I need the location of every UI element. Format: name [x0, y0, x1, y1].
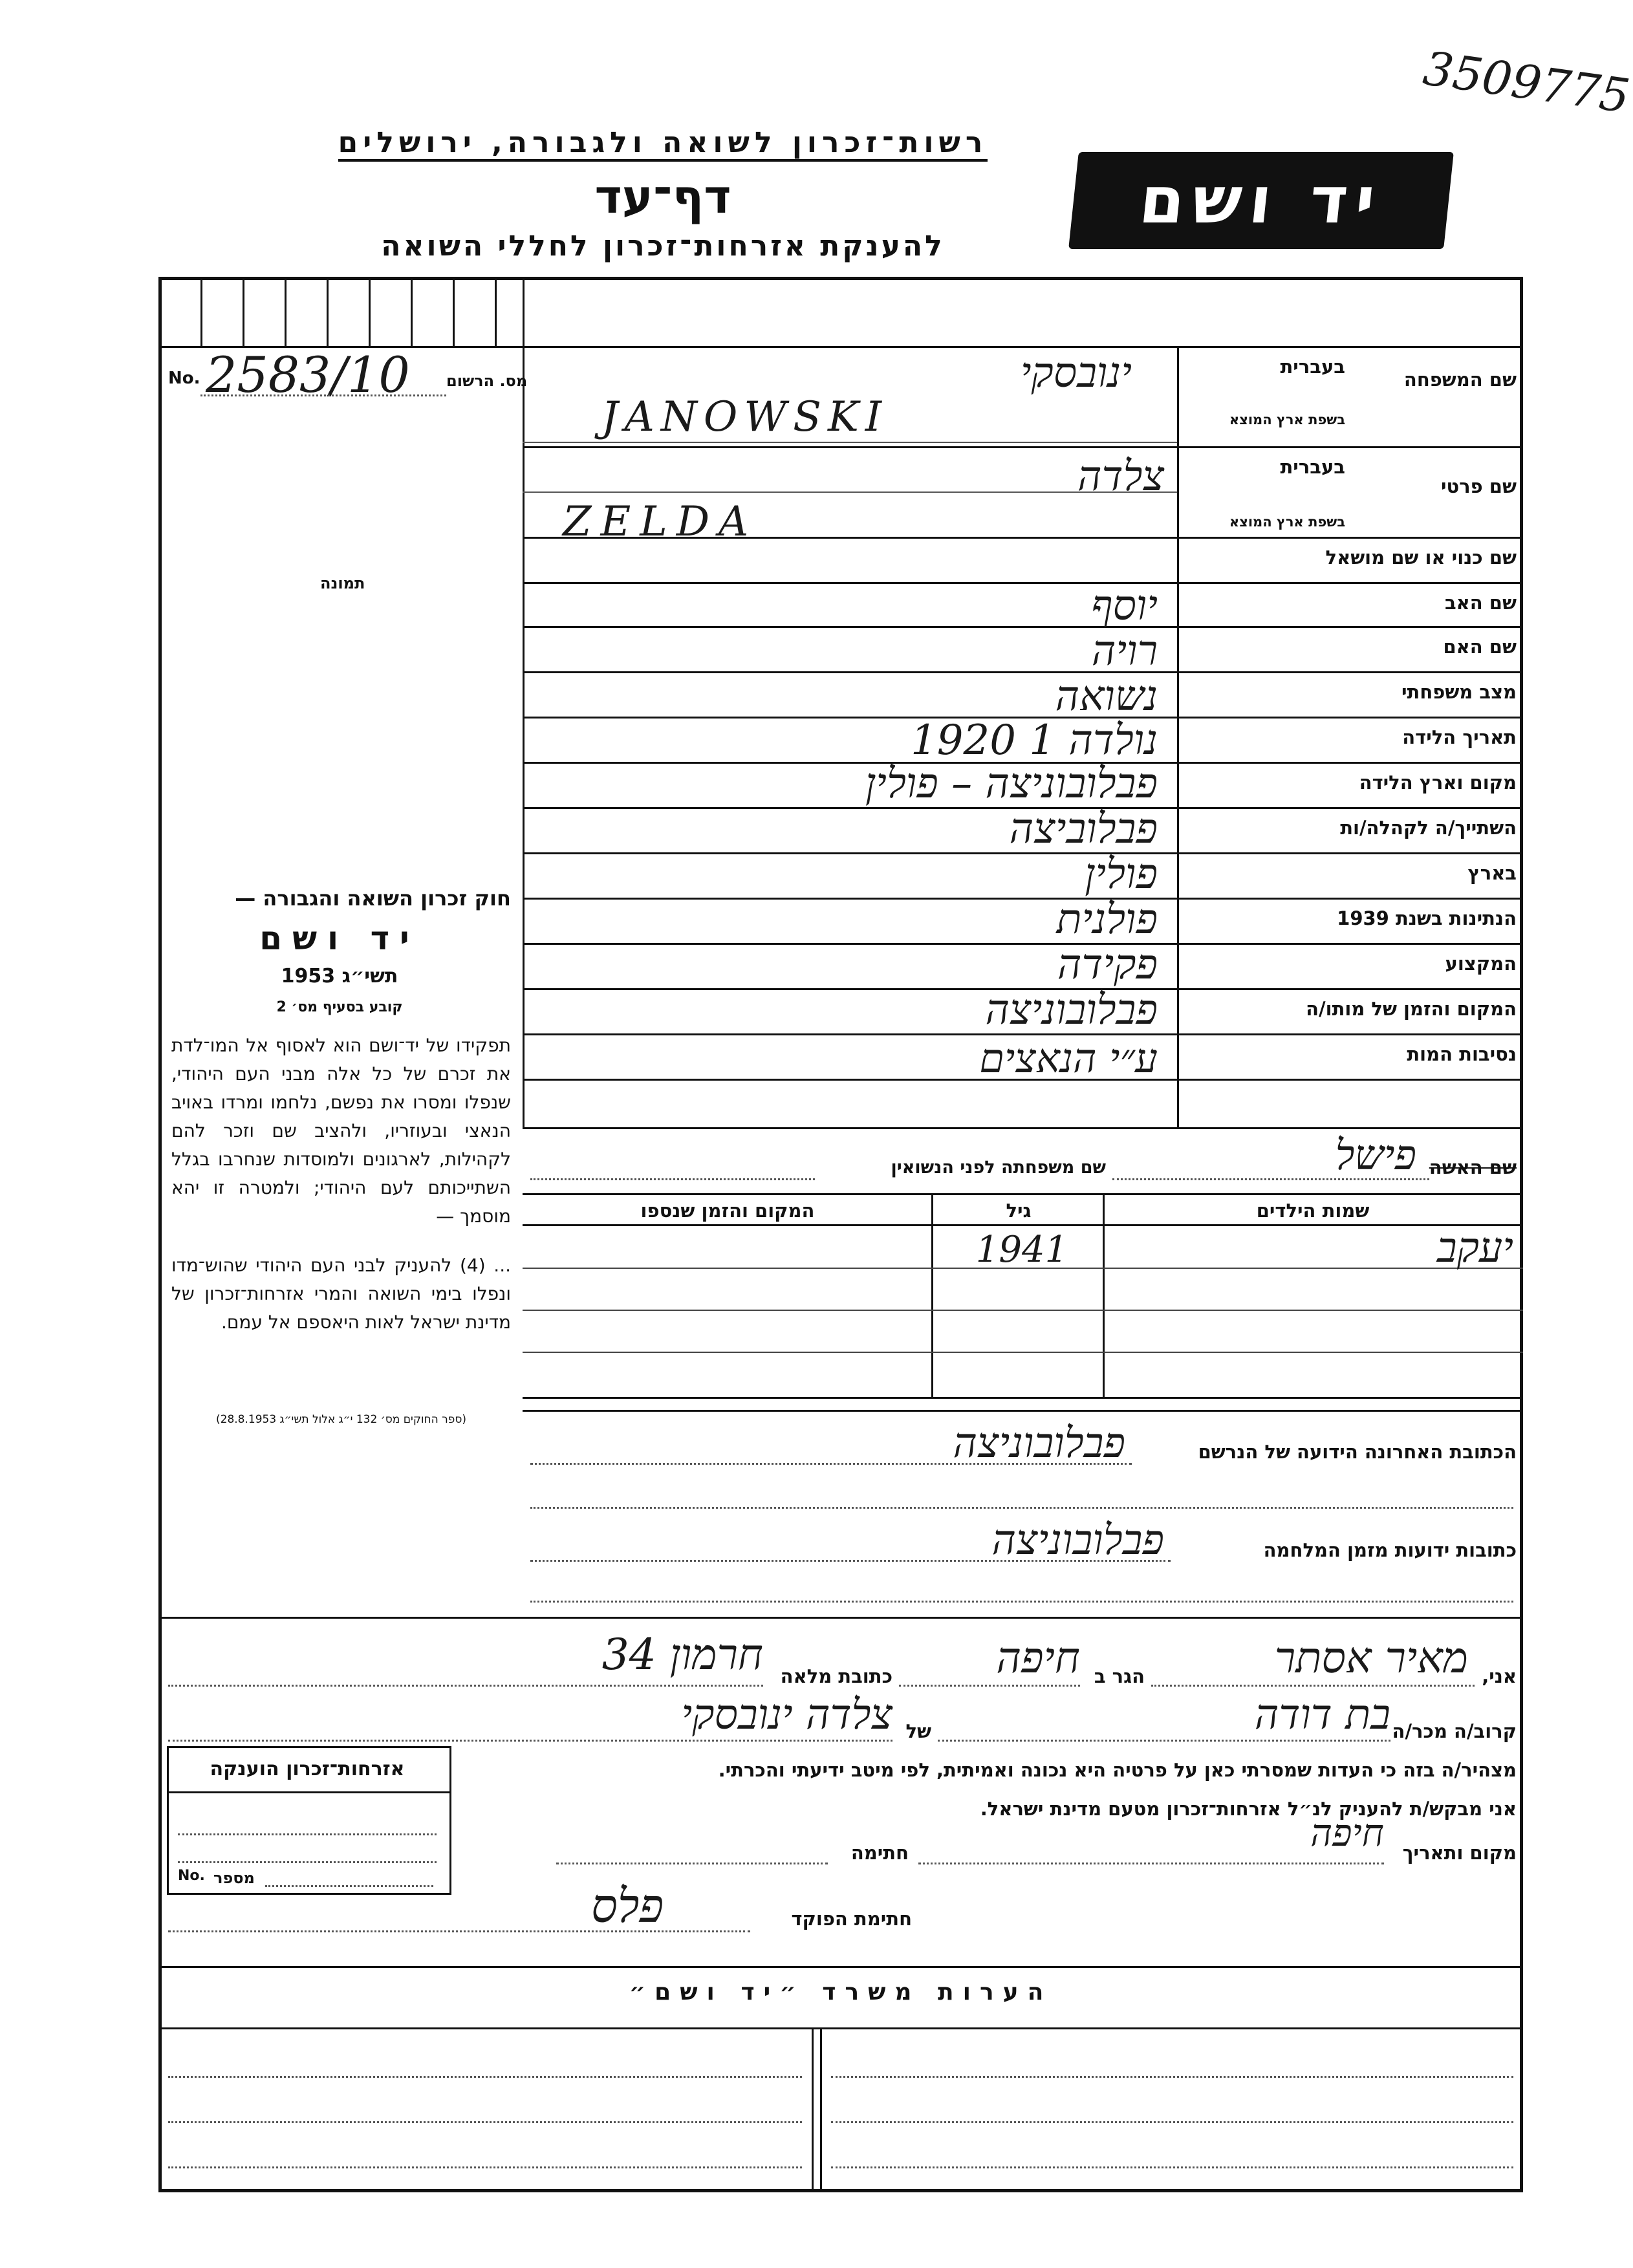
notes-divider	[812, 2027, 814, 2192]
notes-line	[168, 2166, 802, 2168]
notes-line	[168, 2076, 802, 2078]
citizenship-box-number-dotted	[265, 1885, 433, 1887]
notes-line	[168, 2121, 802, 2123]
citizenship-value: פולנית	[1056, 896, 1158, 944]
stripe-cell	[243, 277, 244, 346]
last-address-dotted	[530, 1463, 1132, 1465]
citizenship-box-line	[167, 1791, 451, 1793]
death-circ-label: נסיבות המות	[1407, 1043, 1517, 1065]
notes-header-line	[158, 2027, 1523, 2029]
officer-dotted	[168, 1930, 750, 1932]
children-row-line	[523, 1310, 1523, 1311]
children-col-divider	[931, 1193, 933, 1397]
citizenship-box-dotted	[178, 1833, 437, 1835]
mother-label: שם האם	[1443, 636, 1517, 658]
death-place-value: פבלובוניצה	[985, 986, 1158, 1034]
authority-line: רשות־זכרון לשואה ולגבורה, ירושלים	[285, 126, 1041, 159]
community-value: פבלוביצה	[1009, 805, 1158, 853]
nickname-label: שם כנוי או שם מושאל	[1325, 546, 1517, 568]
profession-value: פקידה	[1057, 941, 1158, 989]
stripe-cell	[369, 277, 371, 346]
declarant-i-label: אני,	[1482, 1665, 1517, 1687]
last-address-label: הכתובת האחרונה הידועה של הנרשם	[1198, 1441, 1517, 1463]
stripe-cell	[495, 277, 497, 346]
stripe-cell	[327, 277, 329, 346]
request-text: אני מבקש/ת להעניק לנ״ל אזרחות־זכרון מטעם מדינת ישראל.	[980, 1798, 1517, 1820]
signature-dotted	[556, 1863, 828, 1864]
birth-date-label: תאריך הלידה	[1402, 726, 1517, 748]
relation-label: קרוב/ה מכר/ה	[1392, 1720, 1517, 1742]
address-top-line	[523, 1410, 1523, 1412]
family-name-hebrew: ינובסקי	[1020, 349, 1132, 397]
notes-top-line	[158, 1966, 1523, 1968]
notes-line	[831, 2076, 1513, 2078]
war-address-label: כתובות ידועות מזמן המלחמה	[1263, 1539, 1517, 1561]
form-title: דף־עד	[594, 169, 731, 224]
officer-signature: פלס	[590, 1879, 664, 1933]
declarant-name-dotted	[1151, 1685, 1475, 1687]
stripe-cell	[285, 277, 287, 346]
children-place-header: המקום והזמן שנספו	[640, 1200, 815, 1222]
law-text-2: ... (4) להעניק לבני העם היהודי שהוש־מדו ונפלו בימי השואה והמרי אזרחות־זכרון של מדינת ישראל לאות היאספם אל עמם.	[171, 1255, 511, 1333]
first-name-hebrew: צלדה	[1077, 453, 1164, 501]
citizenship-box-dotted-2	[178, 1861, 437, 1863]
of-name-dotted	[168, 1740, 892, 1742]
war-address-value: פבלובוניצה	[991, 1517, 1164, 1564]
stripe-cell	[453, 277, 455, 346]
stripe-cell	[411, 277, 413, 346]
table-row: יעקב	[1436, 1224, 1513, 1272]
children-name-header: שמות הילדים	[1256, 1200, 1370, 1222]
family-name-local: JANOWSKI	[601, 393, 889, 441]
first-name-label: שם פרטי	[1440, 475, 1517, 497]
row-line	[523, 442, 1177, 443]
country-value: פולין	[1085, 850, 1158, 898]
citizenship-box-no: No.	[178, 1868, 205, 1884]
law-text-1: תפקידו של יד־ושם הוא לאסוף אל המו־לדת את זכרם של כל אלה מבני העם היהודי, שנפלו ומסרו את נפשם, נלחמו ומרדו באויב הנאצי ובעוזריו, ולהציב שם וזכר להם לקהילות, לארגונים ולמוסדות שנחרבו בגלל השתייכותם לעם היהודי; ולמטרה זו יהא מוסמך —	[171, 1035, 511, 1227]
citizenship-box-number-label: מספר	[213, 1869, 255, 1887]
place-date-dotted	[918, 1863, 1384, 1864]
marital-value: נשואה	[1055, 673, 1158, 720]
address-label: כתובת מלאה	[780, 1665, 892, 1687]
reg-label: מס. הרשום	[446, 372, 528, 390]
declarant-name: מאיר אסתר	[1274, 1633, 1468, 1683]
registration-number: 2583/10	[206, 346, 410, 404]
relation-value: בת דודה	[1254, 1691, 1390, 1739]
birth-place-value: פבלובוניצה – פולין	[865, 760, 1158, 808]
declarant-city: חיפה	[996, 1633, 1080, 1683]
signature-label: חתימה	[850, 1842, 909, 1864]
community-label: השתייך/ה לקהלה/ות	[1340, 817, 1517, 839]
declaration-text: מצהיר/ה בזה כי העדות שמסרתי כאן על פרטיה היא נכונה ואמיתית, לפי מיטב ידיעתי והכרתי.	[718, 1759, 1517, 1781]
hebrew-label: בעברית	[1280, 356, 1345, 378]
country-label: בארץ	[1467, 862, 1517, 884]
law-title: חוק זכרון השואה והגבורה —	[235, 886, 511, 911]
mother-value: רויה	[1091, 627, 1158, 675]
father-label: שם האב	[1444, 592, 1517, 614]
war-address-dotted-2	[530, 1601, 1513, 1603]
marital-label: מצב משפחתי	[1401, 681, 1517, 703]
law-reference: (ספר החוקים מס׳ 132 י״ג אלול תשי״ג 28.8.1953)	[215, 1413, 467, 1426]
law-clause: קובע בסעיף מס׳ 2	[276, 999, 403, 1015]
stripe-cell	[200, 277, 202, 346]
notes-line	[831, 2166, 1513, 2168]
birth-date-value: 1920 נולדה 1	[911, 717, 1158, 764]
local-lang-label-2: בשפת ארץ המוצא	[1229, 514, 1345, 530]
death-place-label: המקום והזמן של מותו/ה	[1306, 998, 1517, 1020]
resides-label: הגר ב	[1094, 1665, 1145, 1687]
relation-dotted	[938, 1740, 1390, 1742]
left-column-divider	[523, 277, 525, 1127]
citizenship-label: הנתינות בשנת 1939	[1337, 907, 1517, 929]
table-row-age: 1941	[975, 1229, 1068, 1271]
label-column-divider	[1177, 346, 1179, 1129]
children-top-line	[523, 1193, 1523, 1195]
maiden-dotted-line	[530, 1178, 815, 1180]
declarant-top-line	[158, 1617, 1523, 1619]
children-col-divider	[1103, 1193, 1105, 1397]
family-name-label: שם המשפחה	[1403, 369, 1517, 391]
children-row-line	[523, 1352, 1523, 1353]
form-subtitle: להענקת אזרחות־זכרון לחללי השואה	[381, 230, 945, 263]
spouse-label: שם האשה	[1429, 1156, 1517, 1178]
last-address-dotted-2	[530, 1507, 1513, 1509]
death-circ-value: ע״י הנאצים	[979, 1035, 1158, 1082]
children-bottom-line	[523, 1397, 1523, 1399]
officer-signature-label: חתימת הפוקד	[791, 1908, 912, 1930]
of-label: של	[905, 1720, 931, 1742]
notes-divider-2	[820, 2027, 822, 2192]
place-date-value: חיפה	[1310, 1811, 1384, 1855]
law-year: תשי״ג 1953	[281, 965, 398, 988]
of-name: צלדה ינובסקי	[681, 1691, 892, 1739]
spouse-value: פישל	[1335, 1132, 1416, 1180]
reg-dotted-line	[200, 394, 446, 396]
photo-label: תמונה	[320, 574, 365, 592]
first-name-local: ZELDA	[563, 498, 758, 546]
profession-label: המקצוע	[1445, 953, 1517, 975]
reg-no-label: No.	[168, 369, 200, 388]
place-date-label: מקום ותאריך	[1402, 1842, 1517, 1864]
notes-line	[831, 2121, 1513, 2123]
children-age-header: גיל	[1006, 1200, 1032, 1222]
yad-vashem-logo: יד ושם	[1068, 152, 1454, 249]
office-notes-title: הערות משרד ״יד ושם״	[629, 1979, 1053, 2005]
declarant-address-dotted	[168, 1685, 763, 1687]
declarant-city-dotted	[899, 1685, 1080, 1687]
declarant-address: חרמון 34	[601, 1630, 763, 1679]
spouse-dotted-line	[1112, 1178, 1429, 1180]
archive-number: 3509775	[1420, 41, 1633, 124]
birth-place-label: מקום וארץ הלידה	[1359, 772, 1517, 794]
local-lang-label: בשפת ארץ המוצא	[1229, 412, 1345, 427]
last-address-value: פבלובוניצה	[953, 1420, 1125, 1467]
citizenship-box-title: אזרחות־זכרון הוענקה	[210, 1758, 405, 1780]
row-line	[523, 1127, 1523, 1129]
hebrew-label-2: בעברית	[1280, 456, 1345, 478]
war-address-dotted	[530, 1560, 1171, 1562]
row-line	[523, 446, 1523, 448]
father-value: יוסף	[1091, 582, 1158, 630]
spouse-maiden-label: שם משפחתה לפני הנשואין	[891, 1158, 1106, 1178]
law-name: יד ושם	[259, 920, 420, 957]
